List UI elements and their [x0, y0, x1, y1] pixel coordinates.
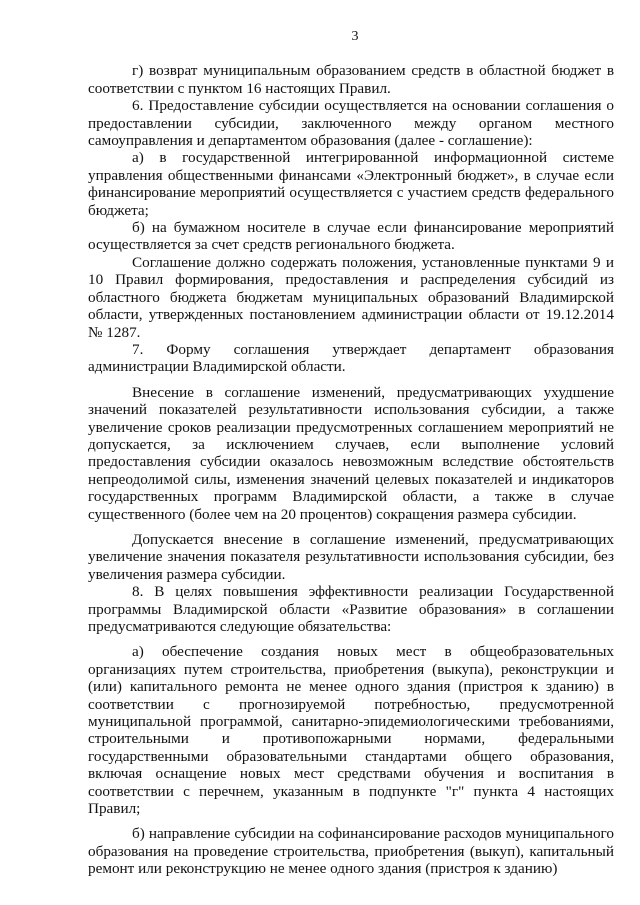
paragraph-amendments-forbidden: Внесение в соглашение изменений, предусматривающих ухудшение значений показателей результативности использования субсидии, а также увеличение сроков реализации предусмотренных соглашением мероприятий не допускается, за исключением случаев, если выполнение условий предоставления субсидии оказалось невозможным вследствие обстоятельств непреодолимой силы, изменения значений целевых показателей и индикаторов государственных программ Владимирской области, а также в случае существенного (более чем на 20 процентов) сокращения размера субсидии.	[88, 383, 614, 523]
paragraph-return-funds: г) возврат муниципальным образованием средств в областной бюджет в соответствии с пунктом 16 настоящих Правил.	[88, 62, 614, 97]
paragraph-6-agreement: 6. Предоставление субсидии осуществляется на основании соглашения о предоставлении субсидии, заключенного между органом местного самоуправления и департаментом образования (далее - соглашение):	[88, 97, 614, 150]
paragraph-6a-electronic-budget: а) в государственной интегрированной информационной системе управления общественными финансами «Электронный бюджет», в случае если финансирование мероприятий осуществляется с участием средств федерального бюджета;	[88, 149, 614, 219]
document-page	[88, 28, 614, 878]
page-number: 3	[351, 29, 359, 44]
paragraph-amendments-allowed: Допускается внесение в соглашение изменений, предусматривающих увеличение значения показателя результативности использования субсидии, без увеличения размера субсидии.	[88, 530, 614, 583]
paragraph-agreement-contents: Соглашение должно содержать положения, установленные пунктами 9 и 10 Правил формирования, предоставления и распределения субсидий из областного бюджета бюджетам муниципальных образований Владимирской области, утвержденных постановлением администрации области от 19.12.2014 № 1287.	[88, 253, 614, 341]
paragraph-8-obligations: 8. В целях повышения эффективности реализации Государственной программы Владимирской области «Развитие образования» в соглашении предусматриваются следующие обязательства:	[88, 583, 614, 635]
paragraph-8a-new-places: а) обеспечение создания новых мест в общеобразовательных организациях путем строительства, приобретения (выкупа), реконструкции и (или) капитального ремонта не менее одного здания (пристроя к зданию) в соответствии с прогнозируемой потребностью, предусмотренной муниципальной программой, санитарно-эпидемиологическими требованиями, строительными и противопожарными нормами, федеральными государственными образовательными стандартами общего образования, включая оснащение новых мест средствами обучения и воспитания в соответствии с перечнем, указанным в подпункте "г" пункта 4 настоящих Правил;	[88, 643, 614, 818]
paragraph-6b-paper: б) на бумажном носителе в случае если финансирование мероприятий осуществляется за счет средств регионального бюджета.	[88, 219, 614, 254]
paragraph-7-form: 7. Форму соглашения утверждает департамент образования администрации Владимирской области.	[88, 340, 614, 376]
paragraph-8b-cofinancing: б) направление субсидии на софинансирование расходов муниципального образования на проведение строительства, приобретения (выкуп), капитальный ремонт или реконструкцию не менее одного здания (пристроя к зданию)	[88, 825, 614, 878]
